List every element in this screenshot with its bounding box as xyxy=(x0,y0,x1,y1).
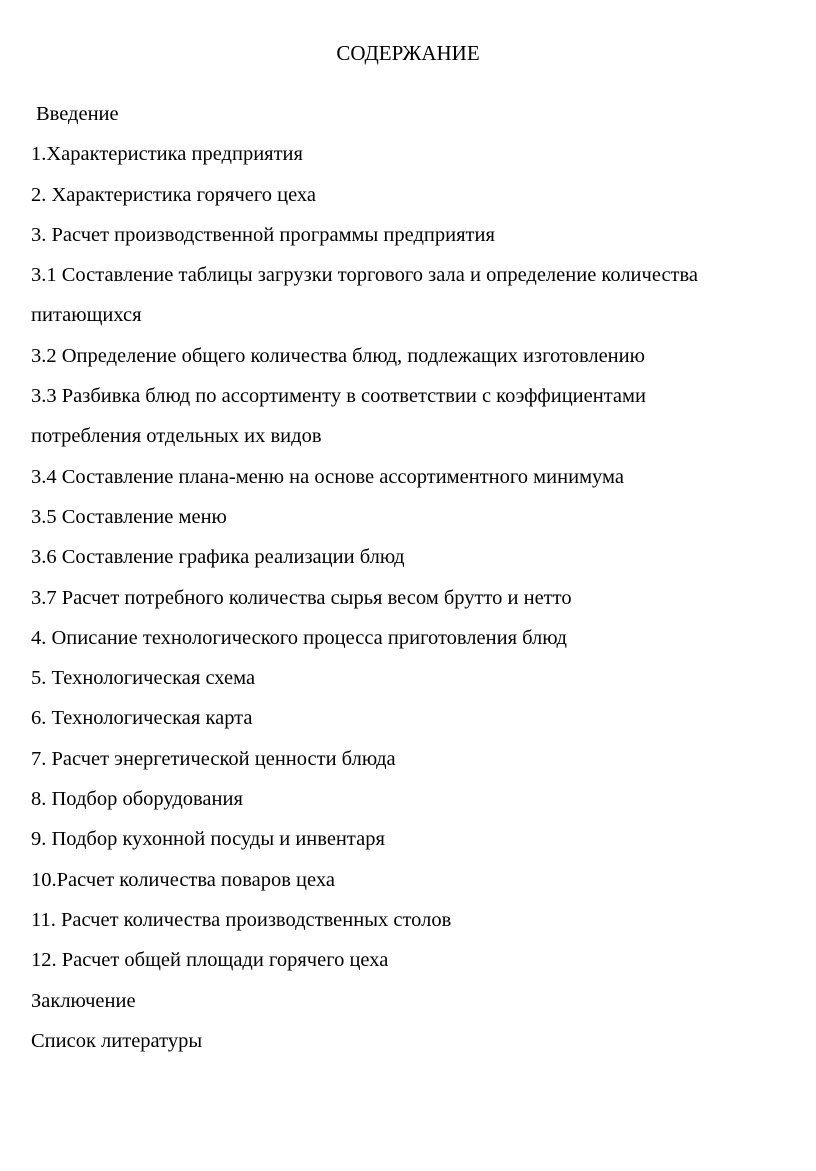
toc-item-3-6: 3.6 Составление графика реализации блюд xyxy=(31,546,405,569)
toc-item-3-1-continued: питающихся xyxy=(31,304,142,327)
toc-item-3-3-continued: потребления отдельных их видов xyxy=(31,425,322,448)
table-of-contents xyxy=(31,94,806,1061)
toc-item-3-5: 3.5 Составление меню xyxy=(31,505,227,528)
toc-item-7: 7. Расчет энергетической ценности блюда xyxy=(31,747,396,770)
page-title: СОДЕРЖАНИЕ xyxy=(336,41,480,65)
toc-item-1: 1.Характеристика предприятия xyxy=(31,143,303,166)
toc-item-2: 2. Характеристика горячего цеха xyxy=(31,183,317,206)
toc-item-3-7: 3.7 Расчет потребного количества сырья весом брутто и нетто xyxy=(31,586,572,609)
toc-item-3-4: 3.4 Составление плана-меню на основе ассортиментного минимума xyxy=(31,465,624,488)
toc-item-11: 11. Расчет количества производственных столов xyxy=(31,908,452,931)
toc-item-9: 9. Подбор кухонной посуды и инвентаря xyxy=(31,828,385,851)
toc-item-conclusion: Заключение xyxy=(31,989,136,1012)
toc-item-5: 5. Технологическая схема xyxy=(31,667,256,690)
toc-item-12: 12. Расчет общей площади горячего цеха xyxy=(31,949,389,972)
toc-item-3-3: 3.3 Разбивка блюд по ассортименту в соответствии с коэффициентами xyxy=(31,385,646,408)
toc-item-3-2: 3.2 Определение общего количества блюд, подлежащих изготовлению xyxy=(31,344,645,367)
toc-item-references: Список литературы xyxy=(31,1029,203,1052)
toc-item-3: 3. Расчет производственной программы предприятия xyxy=(31,223,495,246)
toc-item-10: 10.Расчет количества поваров цеха xyxy=(31,868,335,891)
toc-item-introduction: Введение xyxy=(36,103,119,125)
toc-item-8: 8. Подбор оборудования xyxy=(31,788,243,811)
toc-item-3-1: 3.1 Составление таблицы загрузки торгового зала и определение количества xyxy=(31,264,699,287)
toc-item-4: 4. Описание технологического процесса приготовления блюд xyxy=(31,626,567,649)
toc-item-6: 6. Технологическая карта xyxy=(31,707,253,730)
